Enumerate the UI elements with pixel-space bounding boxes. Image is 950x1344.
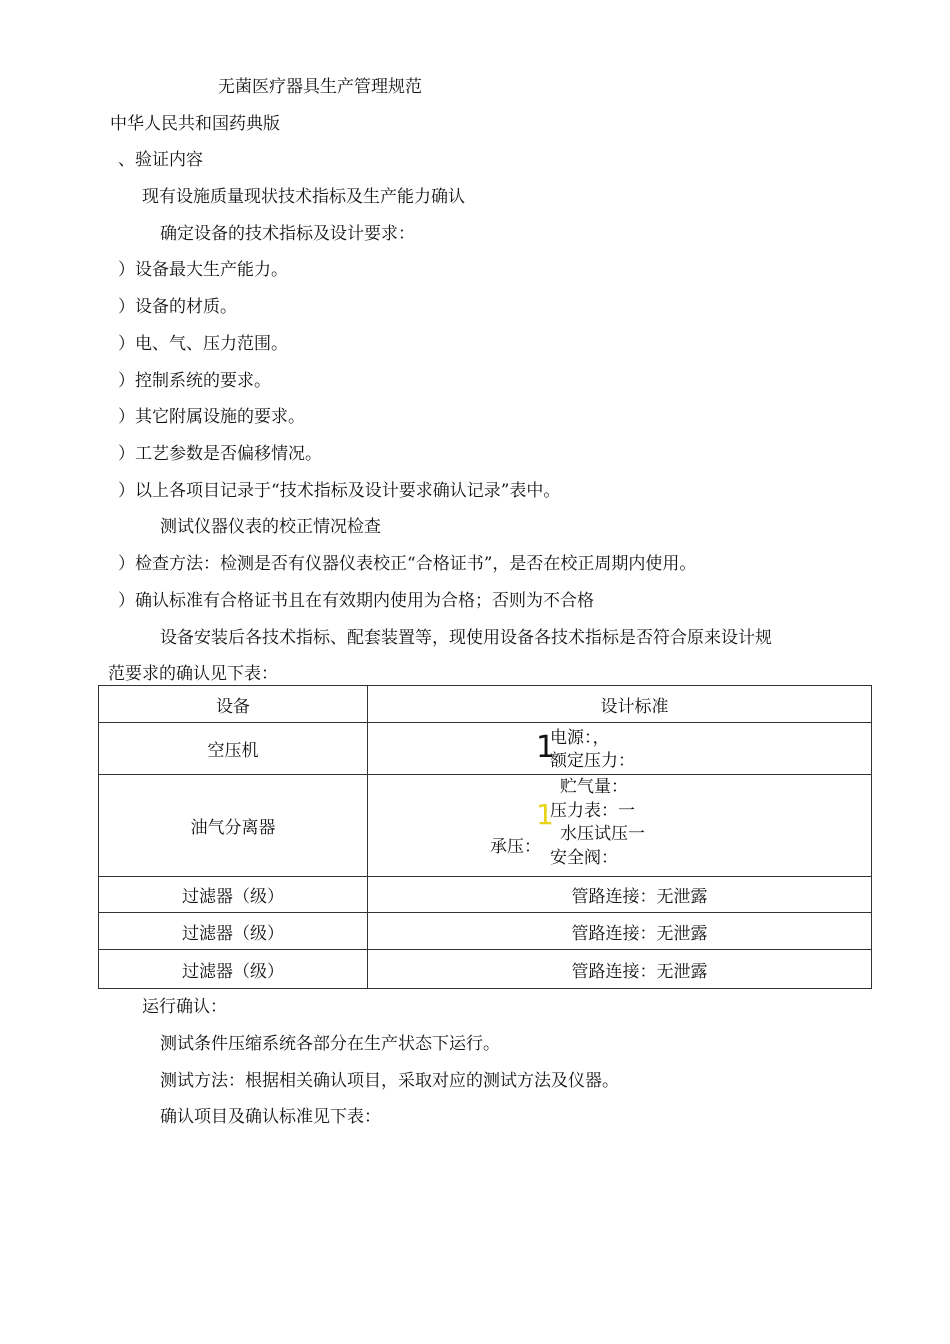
calibration-item: ）检查方法：检测是否有仪器仪表校正“合格证书”，是否在校正周期内使用。 (118, 554, 697, 574)
facility-confirm-heading: 现有设施质量现状技术指标及生产能力确认 (142, 187, 465, 207)
document-subtitle: 中华人民共和国药典版 (110, 114, 280, 134)
table-header-row (99, 686, 872, 723)
test-method-line: 测试方法：根据相关确认项目，采取对应的测试方法及仪器。 (160, 1071, 619, 1091)
spec-item: ）设备最大生产能力。 (118, 260, 288, 280)
pressure-gauge-line: 压力表：一 (550, 801, 635, 821)
marker-number: 1 (536, 730, 556, 765)
table-row (99, 950, 872, 989)
power-line: 电源：， (550, 728, 610, 748)
run-confirm-heading: 运行确认： (142, 997, 227, 1017)
equipment-name: 过滤器（级） (99, 950, 368, 989)
spec-item: ）工艺参数是否偏移情况。 (118, 444, 322, 464)
table-row (99, 775, 872, 877)
design-standard-cell: 管路连接：无泄露 (368, 950, 872, 989)
calibration-heading: 测试仪器仪表的校正情况检查 (160, 517, 381, 537)
equipment-name: 空压机 (99, 723, 368, 775)
storage-line: 贮气量： (560, 777, 628, 797)
design-standard-cell: 管路连接：无泄露 (368, 913, 872, 950)
design-standard-cell: 管路连接：无泄露 (368, 877, 872, 913)
equipment-name: 油气分离器 (99, 775, 368, 877)
table-row (99, 913, 872, 950)
header-equipment: 设备 (99, 686, 368, 723)
spec-item: ）控制系统的要求。 (118, 371, 271, 391)
equipment-spec-table (98, 685, 872, 989)
equipment-name: 过滤器（级） (99, 913, 368, 950)
design-standard-cell (368, 723, 872, 775)
hydro-test-line: 水压试压一 (560, 824, 645, 844)
calibration-item: ）确认标准有合格证书且在有效期内使用为合格；否则为不合格 (118, 591, 594, 611)
document-title: 无菌医疗器具生产管理规范 (218, 77, 422, 97)
table-row (99, 723, 872, 775)
safety-valve-line: 安全阀： (550, 848, 618, 868)
spec-item: ）以上各项目记录于“技术指标及设计要求确认记录”表中。 (118, 481, 561, 501)
confirm-items-line: 确认项目及确认标准见下表： (160, 1107, 381, 1127)
section-verify-heading: 、验证内容 (118, 150, 203, 170)
design-standard-cell (368, 775, 872, 877)
table-row (99, 877, 872, 913)
marker-number: 1 (536, 798, 554, 831)
spec-item: ）设备的材质。 (118, 297, 237, 317)
rated-pressure-line: 额定压力： (550, 751, 635, 771)
equipment-name: 过滤器（级） (99, 877, 368, 913)
pressure-label: 承压： (490, 837, 541, 857)
test-condition-line: 测试条件压缩系统各部分在生产状态下运行。 (160, 1034, 500, 1054)
confirm-specs-heading: 确定设备的技术指标及设计要求： (160, 224, 415, 244)
header-design-standard: 设计标准 (368, 686, 872, 723)
spec-item: ）其它附属设施的要求。 (118, 407, 305, 427)
install-paragraph-line1: 设备安装后各技术指标、配套装置等，现使用设备各技术指标是否符合原来设计规 (160, 628, 772, 648)
spec-item: ）电、气、压力范围。 (118, 334, 288, 354)
install-paragraph-line2: 范要求的确认见下表： (108, 664, 278, 684)
